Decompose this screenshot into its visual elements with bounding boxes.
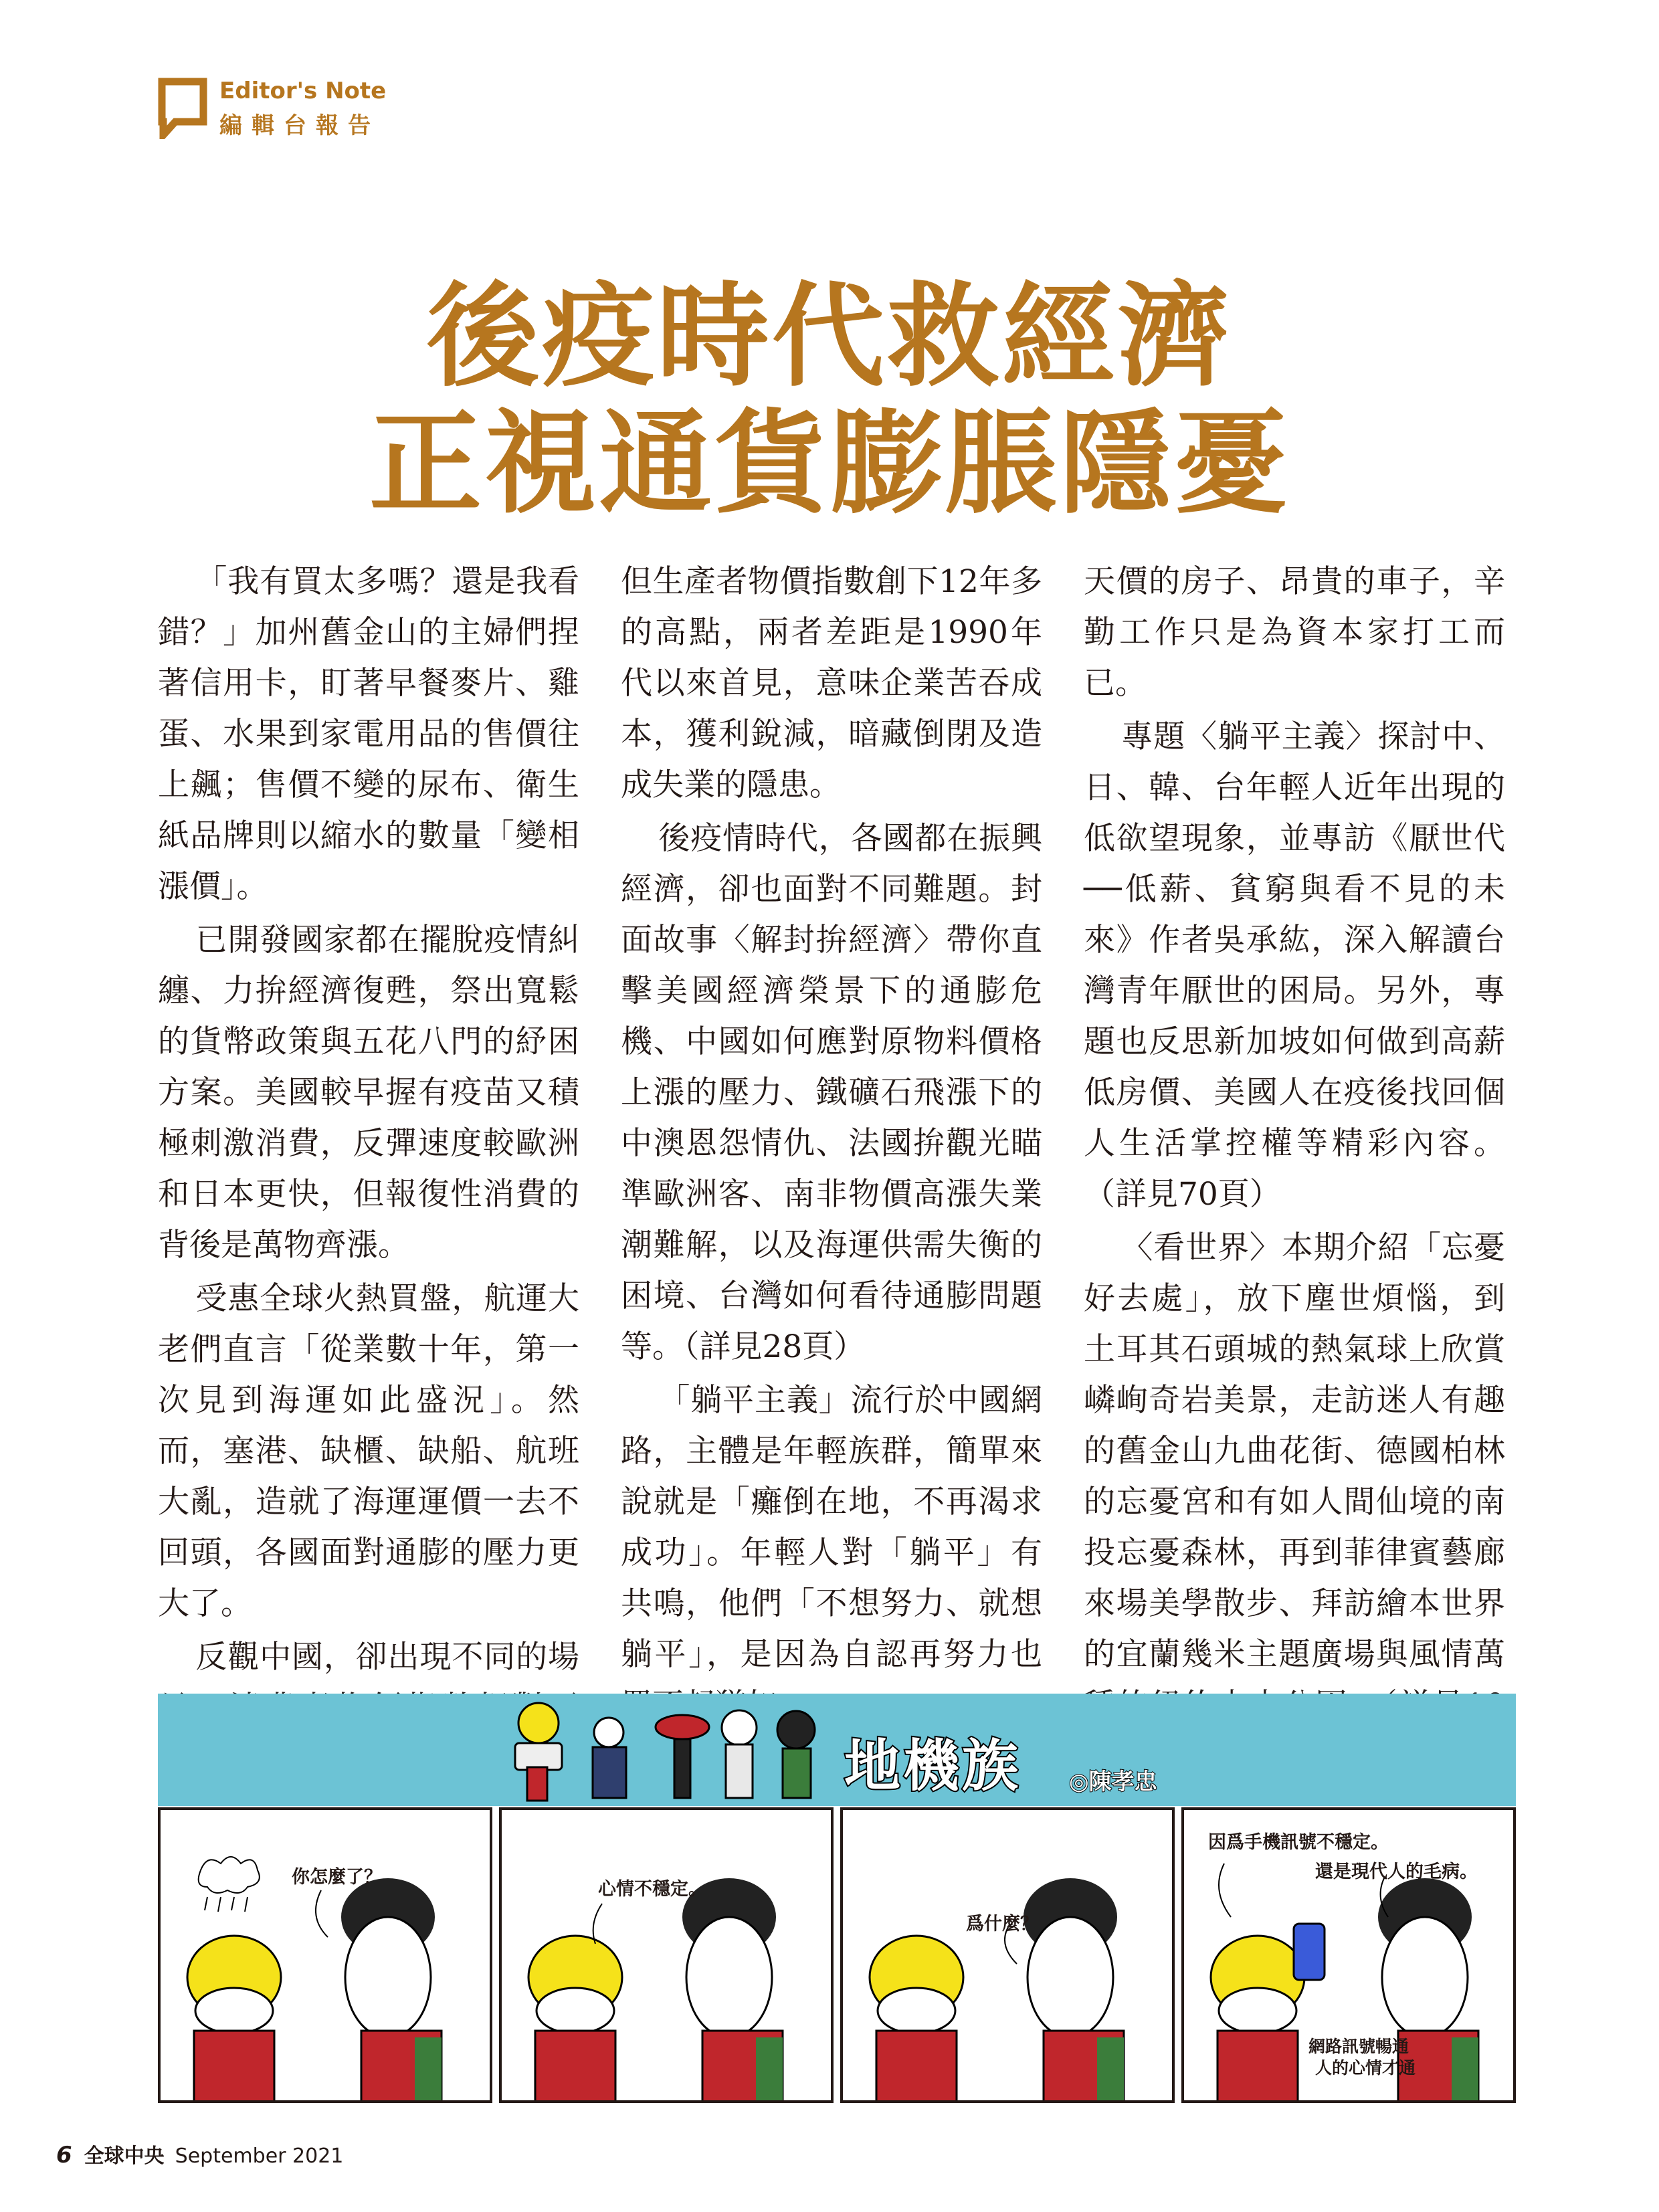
caption-text: 網路訊號暢通 — [1308, 2037, 1409, 2056]
speech-bubble-icon — [158, 78, 207, 139]
paragraph-text: 〈看世界〉本期介紹「忘憂好去處」，放下塵世煩惱，到土耳其石頭城的熱氣球上欣賞嶙峋奇岩美景，走訪迷人有趣的舊金山九曲花街、德國柏林的忘憂宮和有如人間仙境的南投忘憂森林，再到菲律賓藝廊來場美學散步、拜訪繪本世界的宜蘭幾米主題廣場與風情萬 — [1084, 1229, 1505, 1673]
comic-panel-1 — [158, 1807, 492, 2103]
section-label-zh: 編輯台報告 — [219, 112, 380, 139]
page-number: 6 — [56, 2142, 72, 2169]
speech-text: 心情不穩定。 — [598, 1879, 706, 1900]
comic-characters-illustration — [508, 1698, 836, 1805]
paragraph: 專題〈躺平主義〉探討中、日、韓、台年輕人近年出現的低欲望現象，並專訪《厭世代──低薪、貧窮與看不見的未來》作者吳承紘，深入解讀台灣青年厭世的困局。另外，專題也反思新加坡如何做到高薪低房價、美國人在疫後找回個人生活掌控權等精彩內容。（詳見70頁） — [1084, 718, 1505, 1213]
article-column-1 — [158, 557, 579, 1787]
speech-text: 還是現代人的毛病。 — [1315, 1862, 1478, 1882]
paragraph: 但生產者物價指數創下12年多的高點，兩者差距是1990年代以來首見，意味企業苦吞成本，獲利銳減，暗藏倒閉及造成失業的隱患。 — [621, 563, 1042, 803]
paragraph: 「躺平主義」流行於中國網路，主體是年輕族群，簡單來說就是「癱倒在地，不再渴求成功」。年輕人對「躺平」有共鳴，他們「不想努力、就想躺平」，是因為自認再努力也 — [621, 1382, 1042, 1673]
article-column-2 — [621, 557, 1042, 1734]
headline-line-2: 正視通貨膨脹隱憂 — [369, 397, 1290, 529]
paragraph: 天價的房子、昂貴的車子，辛勤工作只是為資本家打工而已。 — [1084, 563, 1505, 702]
comic-header-band — [158, 1694, 1516, 1806]
comic-panel-3 — [840, 1807, 1175, 2103]
comic-author: ◎陳孝忠 — [1069, 1769, 1157, 1795]
section-label-en: Editor's Note — [219, 78, 387, 104]
caption-text: 人的心情才通 — [1315, 2058, 1416, 2078]
paragraph: 受惠全球火熱買盤，航運大老們直言「從業數十年，第一次見到海運如此盛況」。然而，塞港、缺櫃、缺船、航班大亂，造就了海運運價一去不回頭，各國面對通膨的壓力更大了。 — [158, 1280, 579, 1622]
paragraph: 「我有買太多嗎？還是我看錯？」加州舊金山的主婦們捏著信用卡，盯著早餐麥片、雞蛋、水果到家電用品的售價往上飆；售價不變的尿布、衛生紙品牌則以縮水的數量「變相漲價」。 — [158, 563, 579, 905]
paragraph: 已開發國家都在擺脫疫情糾纏、力拚經濟復甦，祭出寬鬆的貨幣政策與五花八門的紓困方案。美國較早握有疫苗又積極刺激消費，反彈速度較歐洲和日本更快，但報復性消費的背後是萬物齊漲。 — [158, 922, 579, 1264]
comic-panel-2 — [499, 1807, 834, 2103]
paragraph: 後疫情時代，各國都在振興經濟，卻也面對不同難題。封面故事〈解封拚經濟〉帶你直擊美國經濟榮景下的通膨危機、中國如何應對原物料價格上漲的壓力、鐵礦石飛漲下的中澳恩怨情仇、法國拚觀光瞄準歐洲客、南非物價高漲失業潮難解，以及海運供需失衡的困境、台灣如何看待通膨問題等。（詳見28頁） — [621, 820, 1042, 1365]
comic-title: 地機族 — [844, 1733, 1021, 1799]
magazine-name: 全球中央 — [84, 2144, 165, 2168]
issue-date: September 2021 — [175, 2144, 344, 2168]
headline-line-1: 後疫時代救經濟 — [427, 270, 1232, 402]
paragraph: 反觀中國，卻出現不同的場 — [195, 1639, 579, 1676]
speech-text: 你怎麼了？ — [292, 1867, 382, 1888]
speech-text: 爲什麼？ — [966, 1914, 1038, 1934]
speech-text: 因爲手機訊號不穩定。 — [1208, 1832, 1389, 1853]
page-footer — [56, 2139, 343, 2169]
article-column-3 — [1084, 557, 1505, 1785]
comic-panel-4 — [1181, 1807, 1516, 2103]
